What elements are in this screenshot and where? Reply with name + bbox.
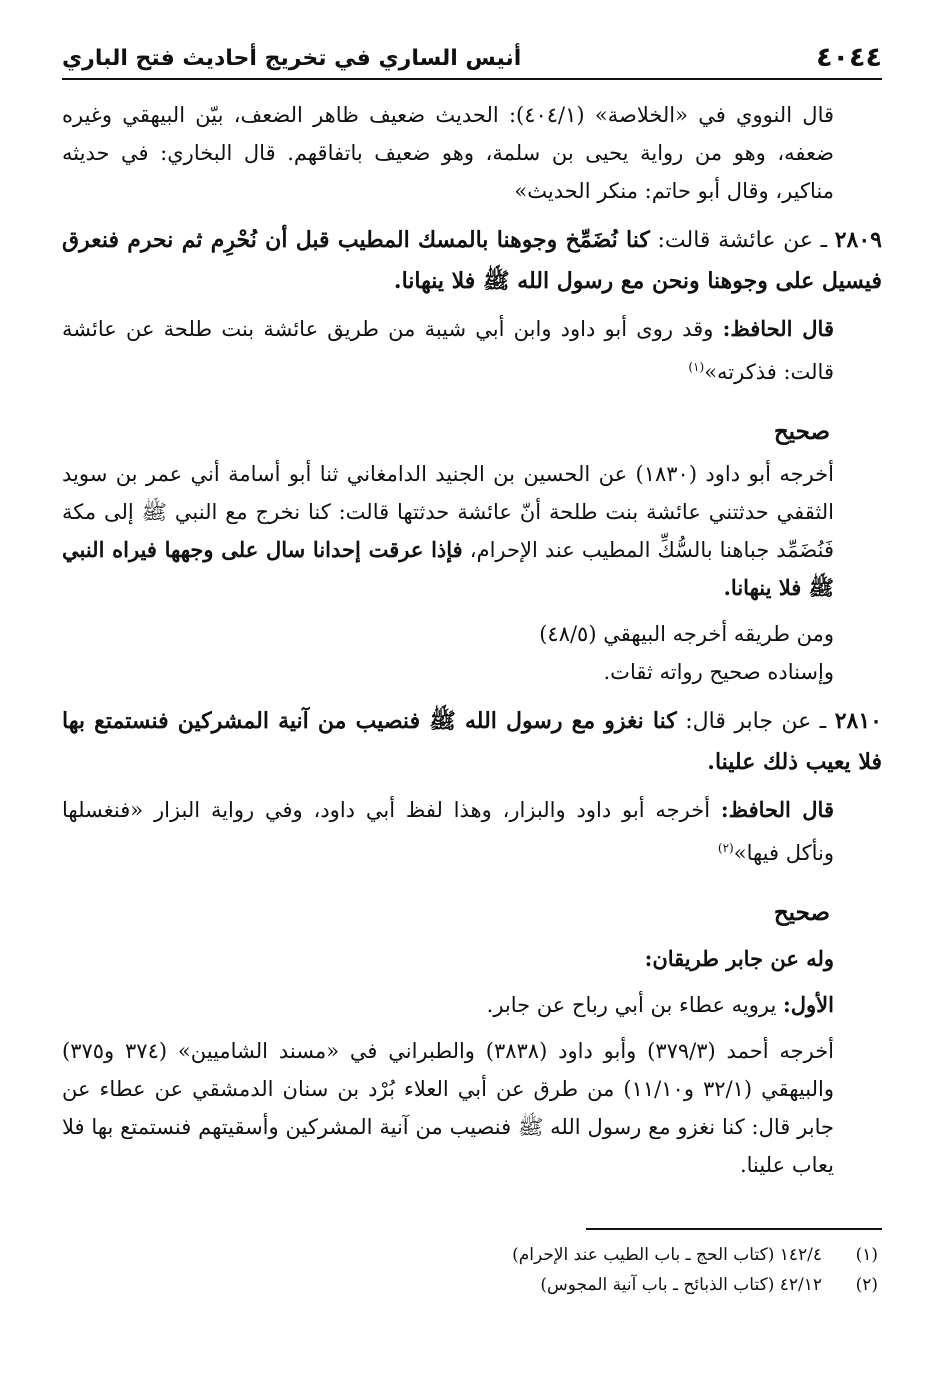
footnote-number: (١)	[855, 1245, 878, 1265]
hadith-text: كنا نغزو مع رسول الله ﷺ فنصيب من آنية المشركين فنستمتع بها فلا يعيب ذلك علينا.	[62, 708, 882, 775]
hadith-number: ٢٨١٠	[834, 708, 882, 734]
hadith-lead: ـ عن جابر قال:	[676, 709, 835, 734]
hadith-2810	[62, 701, 882, 783]
hafiz-text: وقد روى أبو داود وابن أبي شيبة من طريق عائشة بنت طلحة عن عائشة قالت: فذكرته»	[62, 317, 834, 384]
hafiz-comment-1	[62, 310, 882, 391]
footnote-divider	[586, 1228, 882, 1230]
footnote-ref-1: (١)	[688, 360, 705, 374]
footnote-number: (٢)	[855, 1275, 878, 1295]
takhrij-paragraph-2: أخرجه أحمد (٣٧٩/٣) وأبو داود (٣٨٣٨) والطبراني في «مسند الشاميين» (٣٧٤ و٣٧٥) والبيهقي (٣٢/١ و١١/١٠) من طرق عن أبي العلاء بُرْد بن سنان الدمشقي عن عطاء عن جابر قال: كنا نغزو مع رسول الله ﷺ فنصيب من آنية المشركين وأسقيتهم فنستمتع بها فلا يعاب علينا.	[62, 1039, 835, 1177]
first-route-label: الأول:	[783, 992, 834, 1017]
footnote-text: ٤٢/١٢ (كتاب الذبائح ـ باب آنية المجوس)	[540, 1275, 822, 1295]
hadith-number: ٢٨٠٩	[834, 227, 882, 253]
page-body	[62, 96, 882, 1184]
first-route-text: يرويه عطاء بن أبي رباح عن جابر.	[486, 993, 784, 1017]
takhrij-text: أخرجه أبو داود (١٨٣٠) عن الحسين بن الجنيد الدامغاني ثنا أبو أسامة أني عمر بن سويد الثقفي حدثتني عائشة بنت طلحة أنّ عائشة حدثتها قالت: كنا نخرج مع النبي ﷺ إلى مكة فَنُضَمِّد جباهنا بالسُّكِّ المطيب عند الإحرام،	[62, 462, 835, 562]
page-number: ٤٠٤٤	[816, 42, 882, 73]
takhrij-bold-text: فإذا عرقت إحدانا سال على وجهها فيراه النبي ﷺ فلا ينهانا.	[62, 537, 834, 600]
grade-heading-2: صحيح	[773, 899, 830, 926]
page-header	[62, 40, 882, 80]
hafiz-label: قال الحافظ:	[720, 797, 834, 822]
hafiz-label: قال الحافظ:	[722, 316, 834, 341]
hadith-lead: ـ عن عائشة قالت:	[649, 228, 835, 253]
footnote-ref-2: (٢)	[717, 841, 734, 855]
first-route	[62, 986, 882, 1024]
footnotes	[62, 1228, 882, 1300]
isnad-line: وإسناده صحيح رواته ثقات.	[603, 660, 834, 684]
footnote-text: ١٤٢/٤ (كتاب الحج ـ باب الطيب عند الإحرام)	[512, 1245, 822, 1265]
turuq-heading: وله عن جابر طريقان:	[644, 946, 834, 971]
nawawi-quote-paragraph: قال النووي في «الخلاصة» (٤٠٤/١): الحديث ضعيف ظاهر الضعف، بيّن البيهقي وغيره ضعفه، وهو من رواية يحيى بن سلمة، وهو ضعيف باتفاقهم. قال البخاري: في حديثه مناكير، وقال أبو حاتم: منكر الحديث»	[62, 103, 835, 203]
hafiz-text: أخرجه أبو داود والبزار، وهذا لفظ أبي داود، وفي رواية البزار «فنغسلها ونأكل فيها»	[62, 798, 834, 865]
footnote-1	[62, 1240, 882, 1270]
running-title: أنيس الساري في تخريج أحاديث فتح الباري	[62, 46, 522, 71]
footnote-2	[62, 1270, 882, 1300]
hadith-2809	[62, 220, 882, 302]
hafiz-comment-2	[62, 791, 882, 872]
grade-heading-1: صحيح	[773, 418, 830, 445]
takhrij-paragraph-1	[62, 455, 882, 607]
bayhaqi-line: ومن طريقه أخرجه البيهقي (٤٨/٥)	[539, 622, 834, 646]
hadith-text: كنا نُضَمِّخ وجوهنا بالمسك المطيب قبل أن نُحْرِم ثم نحرم فنعرق فيسيل على وجوهنا ونحن مع رسول الله ﷺ فلا ينهانا.	[62, 227, 882, 294]
